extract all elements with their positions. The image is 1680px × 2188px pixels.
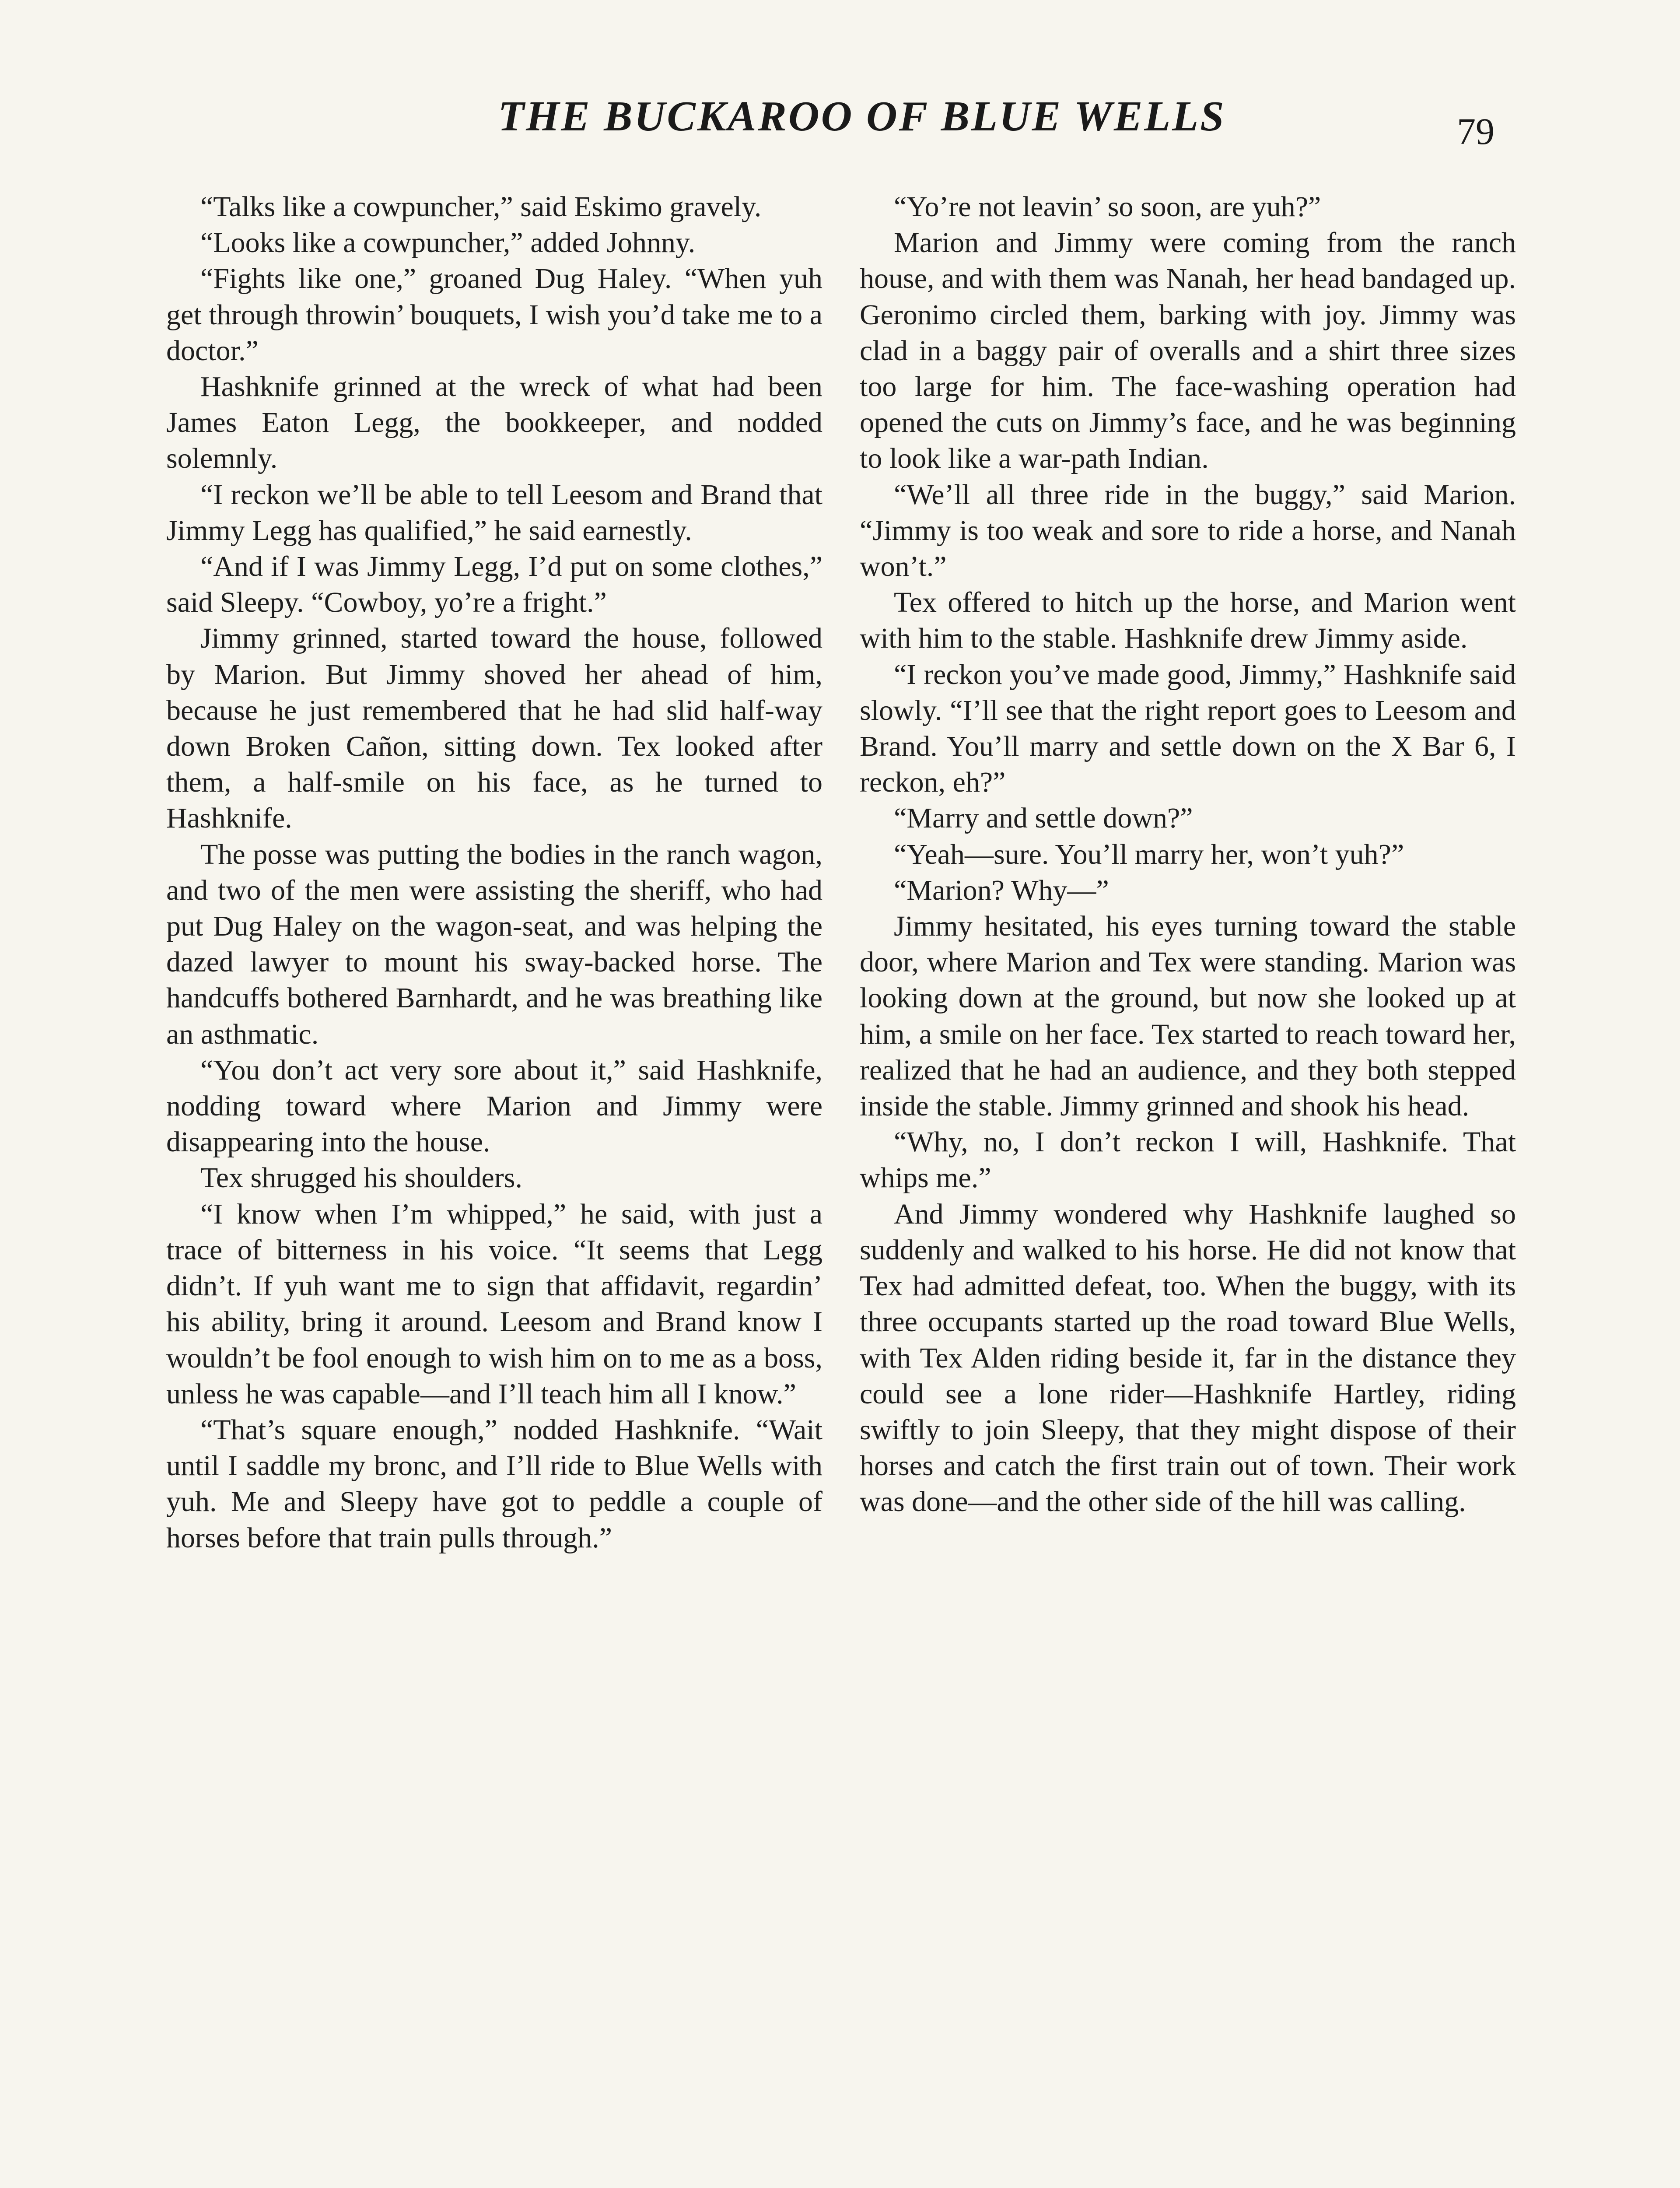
paragraph: “Yo’re not leavin’ so soon, are yuh?” — [894, 191, 1321, 223]
paragraph: “I know when I’m whipped,” he said, with just a trace of bitterness in his voice. “It seems that Legg didn’t. If yuh want me to sign that affidavit, regardin’ his ability, bring it around. Leesom and Brand know I wouldn’t be fool enough to wish him on to me as a boss, unless he was capable—and I’ll teach him all I know.” — [166, 1198, 822, 1410]
running-title: THE BUCKAROO OF BLUE WELLS — [498, 93, 1226, 140]
text-column-left — [166, 189, 822, 1556]
paragraph: The posse was putting the bodies in the ranch wagon, and two of the men were assisting the sheriff, who had put Dug Haley on the wagon-seat, and was helping the dazed lawyer to mount his sway-backed horse. The handcuffs bothered Barnhardt, and he was breathing like an asthmatic. — [166, 838, 822, 1050]
paragraph: Tex offered to hitch up the horse, and Marion went with him to the stable. Hashknife drew Jimmy aside. — [860, 586, 1516, 655]
paragraph: “Talks like a cowpuncher,” said Eskimo gravely. — [200, 191, 762, 223]
paragraph: “I reckon we’ll be able to tell Leesom and Brand that Jimmy Legg has qualified,” he said earnestly. — [166, 478, 822, 547]
paragraph: Jimmy grinned, started toward the house, followed by Marion. But Jimmy shoved her ahead of him, because he just remembered that he had slid half-way down Broken Cañon, sitting down. Tex looked after them, a half-smile on his face, as he turned to Hashknife. — [166, 622, 822, 835]
paragraph: “That’s square enough,” nodded Hashknife. “Wait until I saddle my bronc, and I’ll ride to Blue Wells with yuh. Me and Sleepy have got to peddle a couple of horses before that train pulls through.” — [166, 1413, 822, 1554]
paragraph: Jimmy hesitated, his eyes turning toward the stable door, where Marion and Tex were standing. Marion was looking down at the ground, but now she looked up at him, a smile on her face. Tex started to reach toward her, realized that he had an audience, and they both stepped inside the stable. Jimmy grinned and shook his head. — [860, 910, 1516, 1122]
paragraph: “You don’t act very sore about it,” said Hashknife, nodding toward where Marion and Jimmy were disappearing into the house. — [166, 1054, 822, 1158]
paragraph: Marion and Jimmy were coming from the ranch house, and with them was Nanah, her head bandaged up. Geronimo circled them, barking with joy. Jimmy was clad in a baggy pair of overalls and a shirt three sizes too large for him. The face-washing operation had opened the cuts on Jimmy’s face, and he was beginning to look like a war-path Indian. — [860, 227, 1516, 475]
paragraph: “I reckon you’ve made good, Jimmy,” Hashknife said slowly. “I’ll see that the right report goes to Leesom and Brand. You’ll marry and settle down on the X Bar 6, I reckon, eh?” — [860, 658, 1516, 799]
page-number: 79 — [1457, 110, 1494, 152]
paragraph: “Marion? Why—” — [894, 874, 1109, 906]
paragraph: “Why, no, I don’t reckon I will, Hashknife. That whips me.” — [860, 1126, 1516, 1194]
paragraph: Tex shrugged his shoulders. — [200, 1162, 522, 1194]
paragraph: Hashknife grinned at the wreck of what had been James Eaton Legg, the bookkeeper, and nodded solemnly. — [166, 371, 822, 475]
paragraph: And Jimmy wondered why Hashknife laughed so suddenly and walked to his horse. He did not know that Tex had admitted defeat, too. When the buggy, with its three occupants started up the road toward Blue Wells, with Tex Alden riding beside it, far in the distance they could see a lone rider—Hashknife Hartley, riding swiftly to join Sleepy, that they might dispose of their horses and catch the first train out of town. Their work was done—and the other side of the hill was calling. — [860, 1198, 1516, 1518]
paragraph: “We’ll all three ride in the buggy,” said Marion. “Jimmy is too weak and sore to ride a horse, and Nanah won’t.” — [860, 478, 1516, 583]
paragraph: “Looks like a cowpuncher,” added Johnny. — [200, 227, 696, 259]
text-column-right — [860, 189, 1516, 1520]
paragraph: “Yeah—sure. You’ll marry her, won’t yuh?” — [894, 838, 1404, 870]
paragraph: “Marry and settle down?” — [894, 802, 1193, 835]
paragraph: “Fights like one,” groaned Dug Haley. “When yuh get through throwin’ bouquets, I wish you’d take me to a doctor.” — [166, 263, 822, 367]
paragraph: “And if I was Jimmy Legg, I’d put on some clothes,” said Sleepy. “Cowboy, yo’re a fright.” — [166, 551, 822, 619]
